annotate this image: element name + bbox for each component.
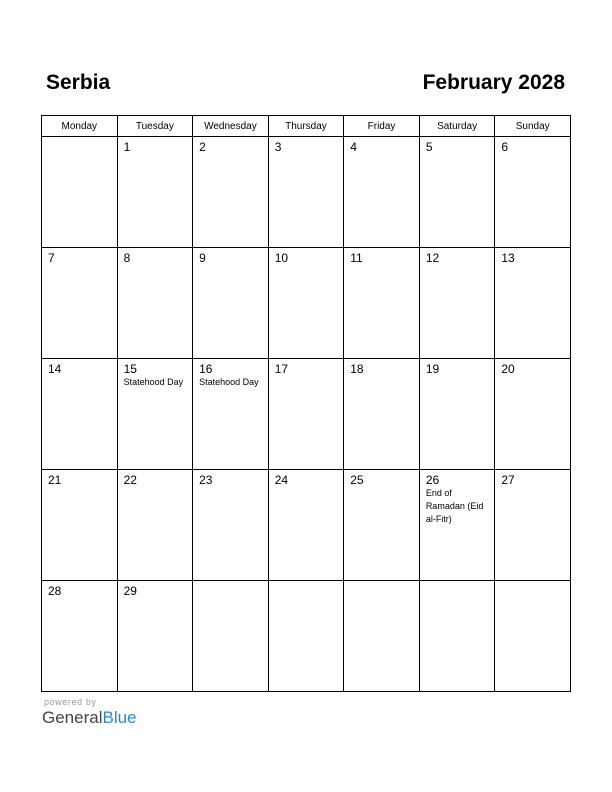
day-number: 21 (48, 473, 62, 487)
brand-text-general: General (42, 708, 103, 727)
day-number: 11 (350, 251, 363, 265)
week-row (42, 248, 571, 359)
day-number: 6 (501, 140, 509, 154)
week-row (42, 470, 571, 581)
day-cell (193, 137, 269, 248)
holiday-label: Statehood Day (123, 377, 184, 387)
day-number: 14 (48, 362, 62, 376)
day-cell (193, 581, 269, 692)
weekday-header-row (42, 116, 571, 137)
day-cell (268, 359, 344, 470)
day-number: 19 (425, 362, 440, 376)
day-cell (268, 470, 344, 581)
day-number: 12 (425, 251, 440, 265)
day-cell (117, 470, 193, 581)
day-number (269, 581, 344, 584)
powered-by-label: powered by (44, 697, 97, 707)
day-number: 10 (274, 251, 289, 265)
day-number: 3 (274, 140, 282, 154)
day-cell (117, 248, 193, 359)
day-cell (42, 248, 118, 359)
day-cell (42, 137, 118, 248)
day-cell (495, 137, 571, 248)
day-number: 2 (199, 140, 206, 154)
day-cell (344, 137, 420, 248)
day-cell (268, 137, 344, 248)
week-row (42, 137, 571, 248)
day-cell (268, 581, 344, 692)
day-number: 4 (350, 140, 357, 154)
day-number: 22 (123, 473, 137, 487)
day-number: 18 (350, 362, 364, 376)
weekday-header: Friday (344, 116, 420, 137)
holiday-label: End of Ramadan (Eid al-Fitr) (425, 488, 484, 524)
weekday-header: Saturday (419, 116, 495, 137)
country-title: Serbia (46, 71, 111, 94)
day-number: 7 (48, 251, 55, 265)
day-number: 16 (199, 362, 213, 376)
day-cell (495, 470, 571, 581)
day-cell (268, 248, 344, 359)
day-cell (419, 470, 495, 581)
day-number: 20 (501, 362, 515, 376)
day-cell (193, 359, 269, 470)
day-number: 25 (350, 473, 364, 487)
day-number: 15 (123, 362, 137, 376)
day-cell (42, 470, 118, 581)
calendar-grid (41, 115, 571, 692)
day-cell (344, 359, 420, 470)
day-number (420, 581, 495, 584)
generalblue-logo[interactable] (42, 708, 137, 728)
day-cell (344, 581, 420, 692)
day-cell (419, 581, 495, 692)
day-cell (117, 137, 193, 248)
weekday-header: Tuesday (117, 116, 193, 137)
day-cell (344, 248, 420, 359)
day-cell (117, 581, 193, 692)
day-cell (495, 581, 571, 692)
day-number: 17 (274, 362, 289, 376)
weekday-header: Monday (42, 116, 118, 137)
day-number (495, 581, 570, 584)
day-number (193, 581, 268, 584)
day-cell (193, 470, 269, 581)
day-number: 24 (274, 473, 289, 487)
brand-text-blue: Blue (102, 708, 137, 727)
day-number: 29 (123, 584, 137, 598)
day-cell (495, 359, 571, 470)
day-cell (419, 359, 495, 470)
holiday-label: Statehood Day (199, 377, 259, 387)
day-cell (42, 581, 118, 692)
week-row (42, 581, 571, 692)
day-number: 28 (48, 584, 62, 598)
day-cell (117, 359, 193, 470)
day-number: 1 (123, 140, 131, 154)
day-number: 8 (123, 251, 131, 265)
day-cell (419, 137, 495, 248)
weekday-header: Thursday (268, 116, 344, 137)
day-number: 23 (199, 473, 213, 487)
day-number: 27 (501, 473, 515, 487)
week-row (42, 359, 571, 470)
weekday-header: Sunday (495, 116, 571, 137)
month-year-title: February 2028 (422, 71, 565, 94)
day-number: 13 (501, 251, 515, 265)
day-number: 26 (425, 473, 440, 487)
day-cell (495, 248, 571, 359)
day-cell (344, 470, 420, 581)
day-cell (193, 248, 269, 359)
day-number: 9 (199, 251, 206, 265)
day-cell (419, 248, 495, 359)
day-number: 5 (425, 140, 433, 154)
day-number (42, 137, 117, 140)
weekday-header: Wednesday (193, 116, 269, 137)
day-cell (42, 359, 118, 470)
day-number (344, 581, 419, 584)
